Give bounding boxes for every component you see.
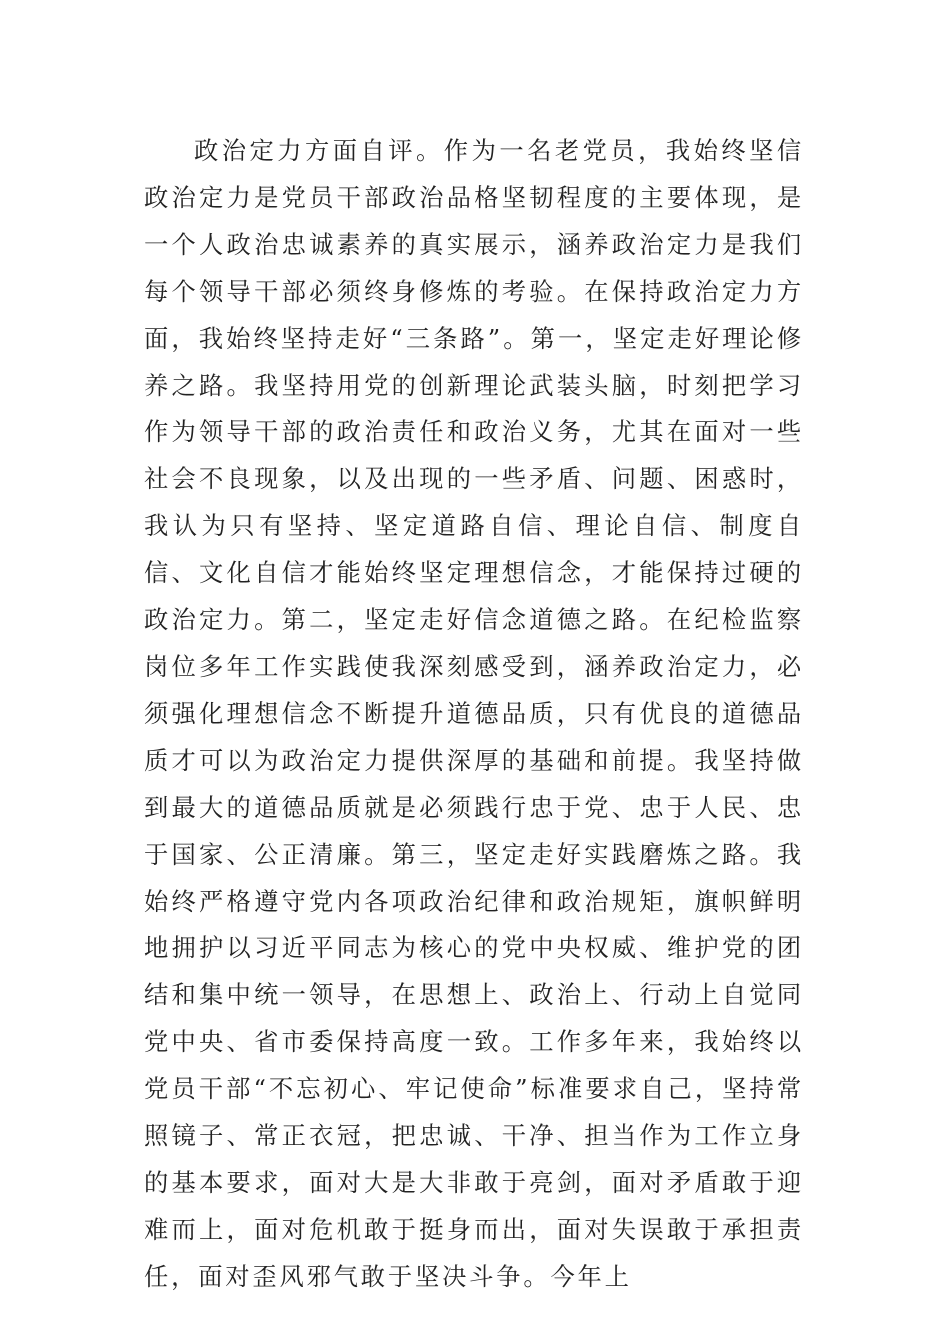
body-paragraph: 政治定力方面自评。作为一名老党员，我始终坚信政治定力是党员干部政治品格坚韧程度的主要体现，是一个人政治忠诚素养的真实展示，涵养政治定力是我们每个领导干部必须终身修炼的考验。在保持政治定力方面，我始终坚持走好“三条路”。第一，坚定走好理论修养之路。我坚持用党的创新理论武装头脑，时刻把学习作为领导干部的政治责任和政治义务，尤其在面对一些社会不良现象，以及出现的一些矛盾、问题、困惑时，我认为只有坚持、坚定道路自信、理论自信、制度自信、文化自信才能始终坚定理想信念，才能保持过硬的政治定力。第二，坚定走好信念道德之路。在纪检监察岗位多年工作实践使我深刻感受到，涵养政治定力，必须强化理想信念不断提升道德品质，只有优良的道德品质才可以为政治定力提供深厚的基础和前提。我坚持做到最大的道德品质就是必须践行忠于党、忠于人民、忠于国家、公正清廉。第三，坚定走好实践磨炼之路。我始终严格遵守党内各项政治纪律和政治规矩，旗帜鲜明地拥护以习近平同志为核心的党中央权威、维护党的团结和集中统一领导，在思想上、政治上、行动上自觉同党中央、省市委保持高度一致。工作多年来，我始终以党员干部“不忘初心、牢记使命”标准要求自己，坚持常照镜子、常正衣冠，把忠诚、干净、担当作为工作立身的基本要求，面对大是大非敢于亮剑，面对矛盾敢于迎难而上，面对危机敢于挺身而出，面对失误敢于承担责任，面对歪风邪气敢于坚决斗争。今年上	[144, 136, 804, 1291]
